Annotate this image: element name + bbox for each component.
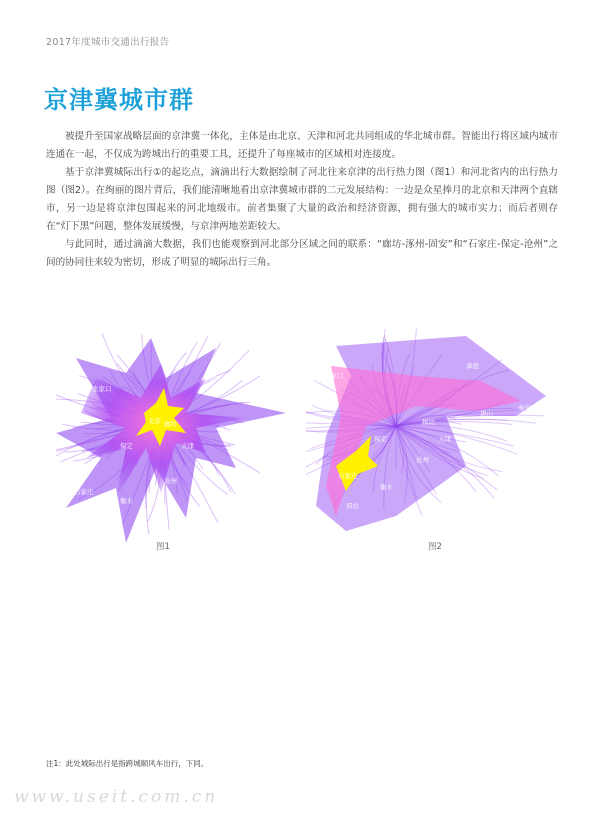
label-tangshan: 唐山 [218,425,231,433]
label-qinhuangdao: 秦皇岛 [518,404,538,412]
label-shijiazhuang: 石家庄 [338,472,358,480]
label-xingtai: 邢台 [90,522,103,530]
label-baoding: 保定 [374,435,387,443]
label-xingtai: 邢台 [346,502,359,510]
running-header: 2017年度城市交通出行报告 [46,37,170,48]
figure-2-svg [306,316,558,534]
label-cangzhou: 沧州 [164,477,177,485]
label-cangzhou: 沧州 [416,456,429,464]
label-zhangjiakou: 张家口 [92,385,112,393]
paragraph-heatmap-analysis: 基于京津冀城际出行①的起讫点，滴滴出行大数据绘制了河北往来京津的出行热力图（图1）和河北省内的出行热力图（图2）。在绚丽的图片背后，我们能清晰地看出京津冀城市群的二元发展结构：一边是众星捧月的北京和天津两个直辖市，另一边是将京津包围起来的河北地级市。前者集聚了大量的政治和经济资源，拥有强大的城市实力；而后者则存在“灯下黑”问题，整体发展缓慢，与京津两地差距较大。 [46,167,558,232]
page-title: 京津冀城市群 [44,86,194,114]
figure-2-caption: 图2 [428,542,442,552]
body-text [46,128,558,272]
label-langfang: 廊坊 [422,418,435,426]
watermark: www.useit.com.cn [14,787,219,807]
label-shijiazhuang: 石家庄 [74,488,94,496]
paragraph-regional-links: 与此同时，通过滴滴大数据，我们也能观察到河北部分区域之间的联系：“廊坊-涿州-固安”和“石家庄-保定-沧州”之间的协同往来较为密切，形成了明显的城际出行三角。 [46,239,558,268]
figure-1-caption: 图1 [156,542,170,552]
footnote: 注1：此处城际出行是指跨城顺风车出行，下同。 [46,759,209,768]
figure-1-heatmap [56,318,292,550]
figure-2-heatmap [306,316,558,534]
label-hengshui: 衡水 [380,483,393,491]
label-zhangjiakou: 张家口 [324,372,344,380]
label-langfang: 廊坊 [164,420,177,428]
label-tianjin: 天津 [181,442,194,450]
label-beijing: 北京 [148,417,161,425]
label-chengde: 承德 [204,374,217,382]
paragraph-intro: 被提升至国家战略层面的京津冀一体化，主体是由北京、天津和河北共同组成的华北城市群。智能出行将区域内城市连通在一起，不仅成为跨城出行的重要工具，还提升了每座城市的区域相对连接度。 [46,131,558,160]
label-tangshan: 唐山 [480,410,493,418]
label-tianjin: 天津 [438,435,451,443]
figure-1-svg [56,318,292,550]
label-chengde: 承德 [466,362,479,370]
label-hengshui: 衡水 [120,497,133,505]
label-baoding: 保定 [120,442,133,450]
